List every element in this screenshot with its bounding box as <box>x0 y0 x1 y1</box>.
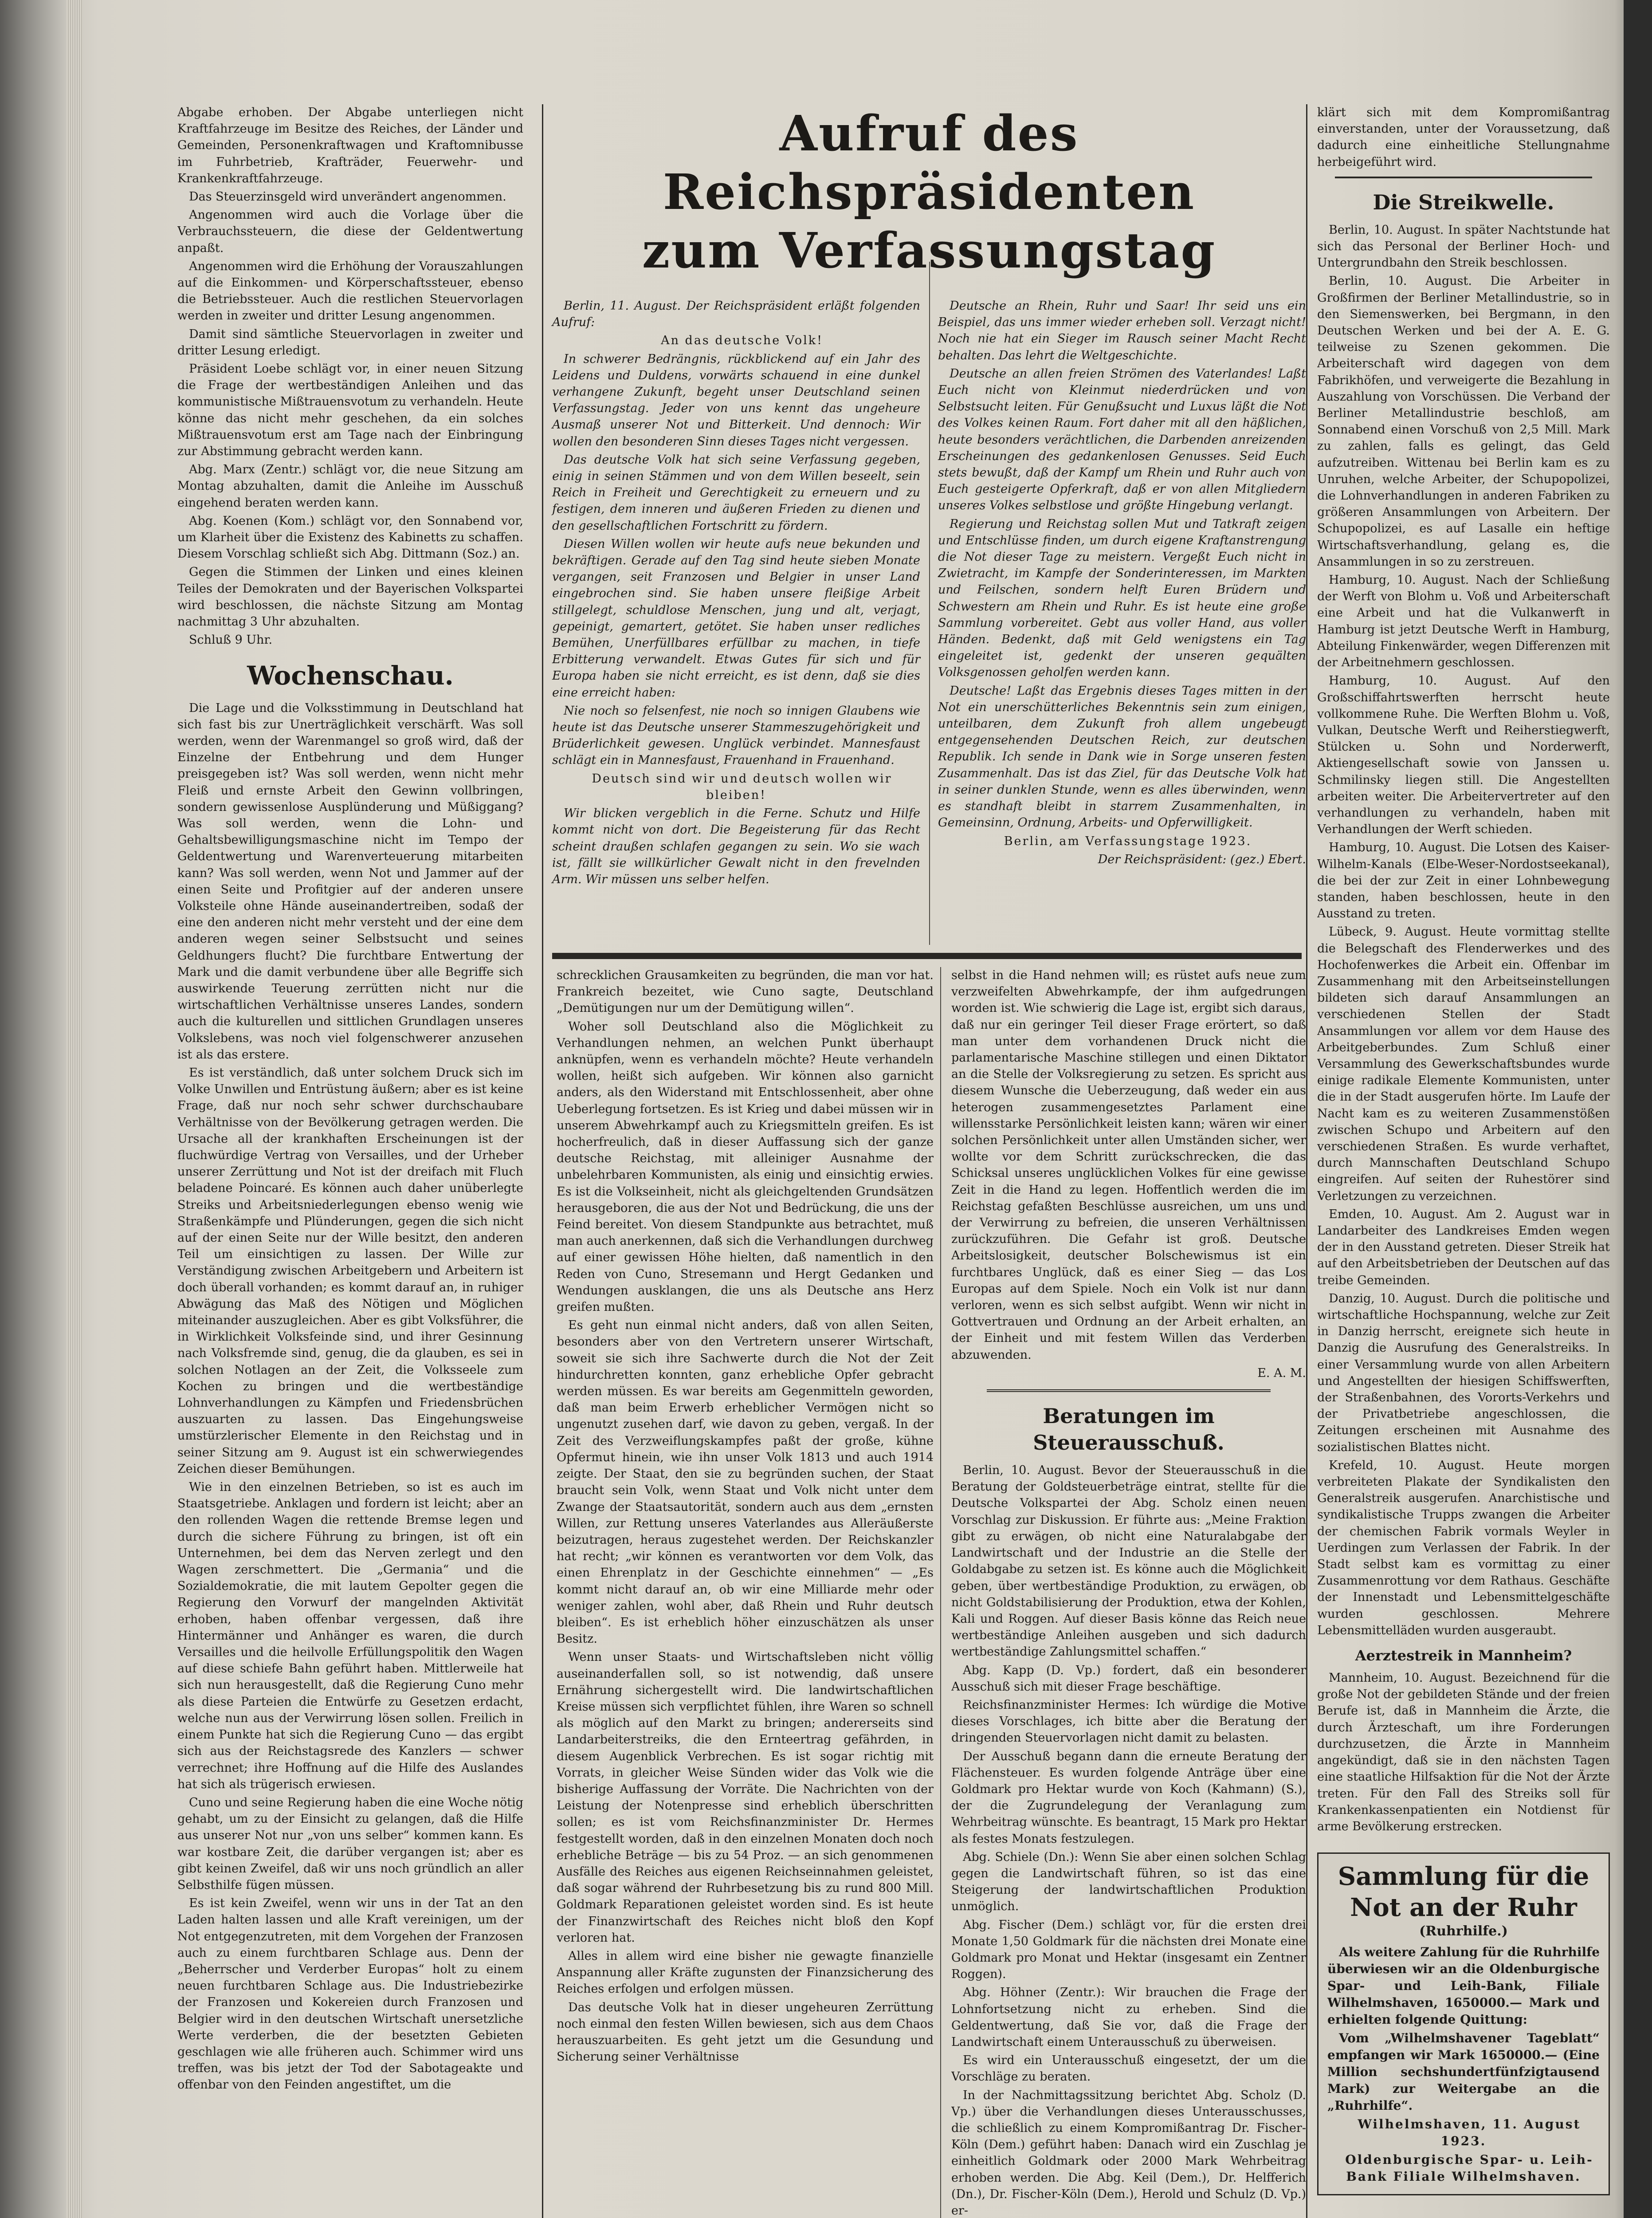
salutation: An das deutsche Volk! <box>661 334 823 348</box>
ruhrhilfe-text: Als weitere Zahlung für die Ruhrhilfe überwiesen wir an die Oldenburgische Spar- und Leih-Bank, Filiale Wilhelmshaven, 1650000.— Mark und erhielten folgende Quittung: <box>1327 1945 1600 2027</box>
paragraph: Berlin, 10. August. Bevor der Steuerausschuß in die Beratung der Goldsteuerbeträge eintrat, stellte für die Deutsche Volkspartei der Abg. Scholz einen neuen Vorschlag zur Diskussion. Er führte aus: „Meine Fraktion gibt zu erwägen, ob nicht eine Naturalabgabe der Landwirtschaft und der Industrie an die Stelle der Goldabgabe zu setzen ist. Es könne auch die Möglichkeit geben, über wertbeständige Produktion, zu erwägen, ob nicht Goldstabilisierung der Produktion, etwa der Kohlen, Kali und Roggen. Auf dieser Basis könne das Reich neue wertbeständige Anleihen ausgeben und sich dadurch wertbeständige Zahlungsmittel schaffen.“ <box>951 1463 1306 1659</box>
paragraph: Abg. Höhner (Zentr.): Wir brauchen die Frage der Lohnfortsetzung nicht zu erheben. Sind die Geldentwertung, daß Sie vor, daß die Frage der Landwirtschaft einem Unterausschuß zu überweisen. <box>951 1986 1306 2049</box>
motto: Deutsch sind wir und deutsch wollen wir bleiben! <box>592 771 892 802</box>
paragraph: Es wird ein Unterausschuß eingesetzt, der um die Vorschläge zu beraten. <box>951 2053 1306 2084</box>
paragraph: Berlin, 10. August. In später Nachtstunde hat sich das Personal der Berliner Hoch- und Untergrundbahn den Streik beschlossen. <box>1317 223 1610 270</box>
paragraph: Hamburg, 10. August. Die Lotsen des Kaiser-Wilhelm-Kanals (Elbe-Weser-Nordostseekanal), die bei der zur Zeit in einer Lohnbewegung standen, haben beschlossen, heute in den Ausstand zu treten. <box>1317 841 1610 921</box>
aufruf-columns <box>552 298 1306 889</box>
paragraph: selbst in die Hand nehmen will; es rüstet aufs neue zum verzweifelten Abwehrkampfe, der ihm aufgedrungen worden ist. Wie schwierig die Lage ist, ergibt sich daraus, daß nur ein geringer Teil dieser Frage erörtert, so daß man unter dem vorhandenen Druck nicht die parlamentarische Maschine stillegen und einen Diktator an die Stelle der Volksregierung zu setzen. Es spricht aus diesem Wunsche die Ueberzeugung, daß weder ein aus heterogen zusammengesetztes Parlament eine willensstarke Persönlichkeit leisten kann; wären wir einer solchen Persönlichkeit unter allen Umständen sicher, wer wollte vor dem Schritt zurückschrecken, die das Schicksal unseres unglücklichen Volkes für eine gewisse Zeit in die Hand zu legen. Hoffentlich werden die im Reichstag gefaßten Beschlüsse ausreichen, um uns und der Verwirrung zu befreien, die unseren Verhältnissen zurückzuführen. Die Gefahr ist groß. Deutsche Arbeitslosigkeit, deutscher Bolschewismus ist ein furchtbares Unglück, daß es einer Sieg — das Los Europas auf dem Spiele. Noch ein Volk ist nur dann verloren, wenn es sich selbst aufgibt. Wenn wir nicht in Gottvertrauen und Ordnung an der Arbeit erhalten, an der Einheit und mit festem Willen das Verderben abzuwenden. <box>951 968 1306 1362</box>
paragraph: Präsident Loebe schlägt vor, in einer neuen Sitzung die Frage der wertbeständigen Anleihen und das kommunistische Mißtrauensvotum zu verhandeln. Heute könne das nicht mehr geschehen, da ein solches Mißtrauensvotum erst am Tage nach der Einbringung zur Abstimmung gebracht werden kann. <box>177 362 523 459</box>
paragraph: Wie in den einzelnen Betrieben, so ist es auch im Staatsgetriebe. Anklagen und fordern ist leicht; aber an den rollenden Wagen die rettende Bremse legen und durch die sichere Führung zu bringen, ist oft ein Unternehmen, bei dem das Nerven zerlegt und den Wagen zerschmettert. Die „Germania“ und die Sozialdemokratie, die mit lautem Gepolter gegen die Regierung den Vorwurf der mangelnden Aktivität erhoben, haben offenbar vergessen, daß ihre Hintermänner und Anhänger es waren, die durch Versailles und die heilvolle Erfüllungspolitik den Wagen auf diese schiefe Bahn geführt haben. Mittlerweile hat sich nun herausgestellt, daß die Regierung Cuno mehr als diese Parteien die Entwürfe zu Gesetzen erdacht, welche nun aus der Verwirrung lösen sollen. Freilich in einem Punkte hat sich die Regierung Cuno — das ergibt sich aus der Reichstagsrede des Kanzlers — schwer verrechnet; ihre Hoffnung auf die Hilfe des Auslandes hat sich als trügerisch erwiesen. <box>177 1480 523 1791</box>
paragraph: Es ist kein Zweifel, wenn wir uns in der Tat an den Laden halten lassen und alle Kraft vereinigen, um der Not entgegenzutreten, mit dem Vorgehen der Franzosen auch zu einem furchtbaren Schlage aus. Denn der „Beherrscher und Verderber Europas“ holt zu einem neuen furchtbaren Schlage aus. Die Industriebezirke der Franzosen und Kokereien durch Franzosen und Belgier wird in den deutschen Wirtschaft unersetzliche Werte verderben, die der besetzten Gebieten geschlagen wie alle früheren auch. Schimmer wird uns treffen, was bis jetzt der Tod der Sabotageakte und offenbar von den Feinden angestiftet, um die <box>177 1896 523 2092</box>
paragraph: Reichsfinanzminister Hermes: Ich würdige die Motive dieses Vorschlages, ich bitte aber die Beratung der dringenden Steuervorlagen nicht damit zu belasten. <box>951 1698 1306 1745</box>
aufruf-article <box>552 104 1306 947</box>
paragraph: Das deutsche Volk hat sich seine Verfassung gegeben, einig in seinen Stämmen und von dem Willen beseelt, sein Reich in Freiheit und Gerechtigkeit zu erneuern und zu festigen, dem inneren und äußeren Frieden zu dienen und den gesellschaftlichen Fortschritt zu fördern. <box>552 452 920 533</box>
paragraph: Wenn unser Staats- und Wirtschaftsleben nicht völlig auseinanderfallen soll, so ist notwendig, daß unsere Ernährung sichergestellt wird. Die landwirtschaftlichen Kreise müssen sich verpflichtet fühlen, ihre Waren so schnell als möglich auf den Markt zu bringen; andererseits sind Landarbeiterstreiks, die den Ernteertrag gefährden, in diesem Augenblick Verbrechen. Es ist sogar richtig mit Vorrats, in gleicher Weise Sünden wider das Volk wie die bisherige Auffassung der Vorräte. Die Nachrichten von der Leistung der Notenpresse sind erheblich überschritten sollen; es ist vom Reichsfinanzminister Dr. Hermes festgestellt worden, daß in den einzelnen Monaten doch noch erhebliche Beträge — bis zu 54 Proz. — an sich genommenen Ausfälle des Reiches aus eigenen Reichseinnahmen geleistet, daß sogar während der Ruhrbesetzung bis zu rund 800 Mill. Goldmark Reparationen geleistet worden sind. Es ist heute der Finanzwirtschaft des Reiches nicht bloß den Kopf verloren hat. <box>557 1650 934 1945</box>
column-divider <box>1306 104 1307 2218</box>
mannheim-heading: Aerztestreik in Mannheim? <box>1355 1647 1572 1664</box>
aufruf-signature: Der Reichspräsident: (gez.) Ebert. <box>1098 852 1306 866</box>
ruhrhilfe-subtitle: (Ruhrhilfe.) <box>1419 1923 1508 1939</box>
paragraph: Cuno und seine Regierung haben die eine Woche nötig gehabt, um zu der Einsicht zu gelangen, daß die Hilfe aus unserer Not nur „von uns selber“ kommen kann. Es war kostbare Zeit, die darüber vergangen ist; aber es gibt keinen Zweifel, daß wir uns noch gründlich an aller Selbsthilfe fügen müssen. <box>177 1795 523 1892</box>
ruhrhilfe-place: Wilhelmshaven, 11. August 1923. <box>1358 2117 1581 2149</box>
paragraph: Abg. Marx (Zentr.) schlägt vor, die neue Sitzung am Montag abzuhalten, damit die Anleihe im Ausschuß eingehend beraten werden kann. <box>177 463 523 510</box>
steuerausschuss-heading: Beratungen im Steuerausschuß. <box>1033 1404 1224 1455</box>
paragraph: Regierung und Reichstag sollen Mut und Tatkraft zeigen und Entschlüsse finden, um durch eigene Kraftanstrengung die Not dieser Tage zu meistern. Vergeßt Euch nicht in Zwietracht, im Kampfe der Sonderinteressen, im Markten und Feilschen, sondern helft Euren Brüdern und Schwestern am Rhein und Ruhr. Es ist heute eine große Sammlung vorbereitet. Gebt aus voller Hand, aus voller Händen. Bedenkt, daß mit Geld wenigstens ein Tag eingeleitet ist, gedenkt der unseren gequälten Volksgenossen geholfen werden kann. <box>938 517 1306 680</box>
paragraph: Hamburg, 10. August. Nach der Schließung der Werft von Blohm u. Voß und Arbeiterschaft eine Arbeit und hat die Vulkanwerft in Hamburg ist jetzt Deutsche Werft in Hamburg, Abteilung Finkenwärder, wegen Differenzen mit der Arbeitnehmern geschlossen. <box>1317 573 1610 670</box>
col1-paragraphs <box>177 104 523 649</box>
paragraph: Woher soll Deutschland also die Möglichkeit zu Verhandlungen nehmen, an welchen Punkt überhaupt anknüpfen, wenn es verhandeln möchte? Heute verhandeln wollen, heißt sich aufgeben. Wir können also garnicht anders, als den Widerstand mit Entschlossenheit, aber ohne Ueberlegung fortsetzen. Es ist Krieg und dabei müssen wir in unserem Abwehrkampf auch zu Kriegsmitteln greifen. Es ist hocherfreulich, daß in dieser Auffassung sich der ganze deutsche Reichstag, mit alleiniger Ausnahme der unbelehrbaren Kommunisten, als einig und einsichtig erwies. Es ist die Volkseinheit, nicht als gleichgeltenden Grundsätzen herausgeboren, die aus der Not und Bedrückung, die uns der Feind bereitet. Von diesem Standpunkte aus betrachtet, muß man auch anerkennen, daß sich die Verhandlungen durchweg auf einer gewissen Höhe hielten, daß namentlich in den Reden von Cuno, Stresemann und Hergt Gedanken und Wendungen ausklangen, die uns als Deutsche ans Herz greifen mußten. <box>557 1019 934 1314</box>
paragraph: Es ist verständlich, daß unter solchem Druck sich im Volke Unwillen und Entrüstung äußern; aber es ist keine Frage, daß nur noch sehr schwer durchschaubare Verhältnisse von der Bevölkerung getragen werden. Die Ursache all der krankhaften Erscheinungen ist der fluchwürdige Vertrag von Versailles, und der Urheber unserer Zerrüttung und Not ist der dreifach mit Fluch beladene Poincaré. Es können auch daher unüberlegte Streiks und Arbeitsniederlegungen ebenso wenig wie Straßenkämpfe und Plünderungen, gegen die sich nicht auf der einen Seite nur der Wille besitzt, den anderen Teil um einsichtigen zu lassen. Der Wille zur Verständigung zwischen Arbeitgebern und Arbeitern ist doch überall vorhanden; es kommt darauf an, in ruhiger Abwägung das Maß des Nötigen und Möglichen miteinander auszugleichen. Aber es gibt Volksführer, die in Wirklichkeit Volksfeinde sind, und ihrer Gesinnung nach Volksfremde sind, genug, die da glauben, es sei in solchen Notlagen an der Zeit, die Volksseele zum Kochen zu bringen und die wertbeständige Lohnverhandlungen zu Kämpfen und Friedensbrüchen auszuarten zu lassen. Das Eingehungsweise umstürzlerischer Elemente in den Reichstag und in seiner Sitzung am 9. August ist ein schwerwiegendes Zeichen dieser Bemühungen. <box>177 1066 523 1476</box>
ruhrhilfe-box <box>1317 1852 1610 2195</box>
column-divider <box>542 104 543 2218</box>
ruhrhilfe-bank: Oldenburgische Spar- u. Leih-Bank Filiale Wilhelmshaven. <box>1345 2152 1593 2184</box>
paragraph: Abg. Schiele (Dn.): Wenn Sie aber einen solchen Schlag gegen die Landwirtschaft führen, so ist das eine Steigerung der landwirtschaftlichen Produktion unmöglich. <box>951 1850 1306 1914</box>
paragraph: Damit sind sämtliche Steuervorlagen in zweiter und dritter Lesung erledigt. <box>177 327 523 358</box>
paragraph: Berlin, 11. August. Der Reichspräsident erläßt folgenden Aufruf: <box>552 299 920 330</box>
paragraph: Abg. Fischer (Dem.) schlägt vor, für die ersten drei Monate 1,50 Goldmark für die nächsten drei Monate eine Goldmark pro Monat und Hektar (insgesamt ein Zentner Roggen). <box>951 1918 1306 1982</box>
column-3 <box>951 967 1306 2218</box>
column-4 <box>1317 104 1610 2218</box>
paragraph: Der Ausschuß begann dann die erneute Beratung der Flächensteuer. Es wurden folgende Anträge über eine Goldmark pro Hektar wurde von Koch (Kahmann) (S.), der die Zugrundelegung der Veranlagung zum Wehrbeitrag wünschte. Es beantragt, 15 Mark pro Hektar als festes Monats festzulegen. <box>951 1749 1306 1846</box>
ruhrhilfe-quittung: Vom „Wilhelmshavener Tageblatt“ empfangen wir Mark 1650000.— (Eine Million sechshundertfünfzigtausend Mark) zur Weitergabe an die „Ruhrhilfe“. <box>1327 2031 1600 2113</box>
paragraph: Gegen die Stimmen der Linken und eines kleinen Teiles der Demokraten und der Bayerischen Volkspartei wird beschlossen, die nächste Sitzung am Montag nachmittag 3 Uhr abzuhalten. <box>177 565 523 629</box>
paragraph: Diesen Willen wollen wir heute aufs neue bekunden und bekräftigen. Gerade auf den Tag sind heute sieben Monate vergangen, seit Franzosen und Belgier in unser Land eingebrochen sind. Sie haben unsere fleißige Arbeit stillgelegt, schuldlose Menschen, jung und alt, verjagt, gepeinigt, gemartert, getötet. Sie haben unser redliches Bemühen, Unerfüllbares erfüllbar zu machen, in tiefe Erbitterung verwandelt. Etwas Gutes für sich und für Europa haben sie nicht erreicht, es ist denn, daß sie dies eine erreicht haben: <box>552 537 920 700</box>
column-2 <box>557 967 934 2218</box>
paragraph: schrecklichen Grausamkeiten zu begründen, die man vor hat. Frankreich bezeitet, wie Cuno sagte, Deutschland „Demütigungen nur um der Demütigung willen“. <box>557 968 934 1015</box>
ruhrhilfe-title: Sammlung für die Not an der Ruhr <box>1338 1862 1589 1923</box>
aufruf-headline-line1: Aufruf des Reichspräsidenten <box>663 105 1196 220</box>
aufruf-right-column <box>938 298 1306 889</box>
paragraph: Angenommen wird die Erhöhung der Vorauszahlungen auf die Einkommen- und Körperschaftssteuer, ebenso die Betriebssteuer. Auch die restlichen Steuervorlagen werden in zweiter und dritter Lesung angenommen. <box>177 259 523 323</box>
paragraph: Wir blicken vergeblich in die Ferne. Schutz und Hilfe kommt nicht von dort. Die Begeisterung für das Recht scheint draußen schlafen gegangen zu sein. Wo sie wach ist, fällt sie willkürlicher Gewalt nicht in den frevelnden Arm. Wir müssen uns selber helfen. <box>552 806 920 886</box>
divider <box>987 1389 1271 1392</box>
divider <box>1335 177 1592 178</box>
column-divider <box>940 967 941 2218</box>
wochenschau-heading: Wochenschau. <box>247 660 454 691</box>
paragraph: In schwerer Bedrängnis, rückblickend auf ein Jahr des Leidens und Duldens, vorwärts schauend in eine dunkel verhangene Zukunft, begeht unser Deutschland seinen Verfassungstag. Jeder von uns kennt das ungeheure Ausmaß unserer Not und Bitterkeit. Und dennoch: Wir wollen den besonderen Sinn dieses Tages nicht vergessen. <box>552 352 920 448</box>
author-initials: E. A. M. <box>1257 1366 1306 1380</box>
paragraph: Danzig, 10. August. Durch die politische und wirtschaftliche Hochspannung, welche zur Zeit in Danzig herrscht, ereignete sich heute in Danzig die Ausrufung des Generalstreiks. In einer Versammlung wurde von allen Arbeitern und Angestellten der hiesigen Schiffswerften, der Straßenbahnen, des Vororts-Verkehrs und der Privatbetriebe angeschlossen, die Zeitungen erscheinen mit Ausnahme des sozialistischen Blattes nicht. <box>1317 1291 1610 1454</box>
paragraph: Das deutsche Volk hat in dieser ungeheuren Zerrüttung noch einmal den festen Willen bewiesen, sich aus dem Chaos herauszuarbeiten. Es geht jetzt um die Gesundung und Sicherung seiner Verhältnisse <box>557 2000 934 2064</box>
paragraph: klärt sich mit dem Kompromißantrag einverstanden, unter der Voraussetzung, daß dadurch eine einheitliche Stellungnahme herbeigeführt wird. <box>1317 106 1610 169</box>
column-1 <box>177 104 523 2218</box>
paragraph: Das Steuerzinsgeld wird unverändert angenommen. <box>189 190 506 204</box>
aufruf-headline-line2: zum Verfassungstag <box>642 222 1216 279</box>
paragraph: Deutsche an allen freien Strömen des Vaterlandes! Laßt Euch nicht von Kleinmut niederdrücken und von Selbstsucht leiten. Für Genußsucht und Luxus läßt die Not des Volkes keinen Raum. Fort daher mit all den häßlichen, heute besonders verächtlichen, die Darbenden anreizenden Erscheinungen des gedankenlosen Genusses. Seid Euch stets bewußt, daß der Kampf um Rhein und Ruhr auch von Euch gesteigerte Opferkraft, daß er von allen Mitgliedern unseres Volkes selbstlose und größte Hingebung verlangt. <box>938 366 1306 513</box>
paragraph: Deutsche an Rhein, Ruhr und Saar! Ihr seid uns ein Beispiel, das uns immer wieder erheben soll. Verzagt nicht! Noch nie hat ein Sieger im Rausch seiner Macht Recht behalten. Das lehrt die Weltgeschichte. <box>938 299 1306 362</box>
section-rule <box>552 953 1302 959</box>
paragraph: Berlin, 10. August. Die Arbeiter in Großfirmen der Berliner Metallindustrie, so in den Siemenswerken, bei Bergmann, in den Deutschen Werken und bei der A. E. G. teilweise zu Szenen gekommen. Die Arbeiterschaft wird dagegen von dem Fabrikhöfen, und verweigerte die Bezahlung in Auszahlung von Vorschüssen. Die Verband der Berliner Metallindustrie beschloß, am Sonnabend einen Vorschuß von 2,5 Mill. Mark zu zahlen, falls es gelingt, das Geld aufzutreiben. Wittenau bei Berlin kam es zu Unruhen, welche Arbeiter, der Schupopolizei, die Lohnverhandlungen in anderen Fabriken zu größeren Ansammlungen von Arbeitern. Der Schupopolizei, es auf Lasalle ein heftige Wirtschaftsverhandlung, gelang es, die Ansammlungen in so zu zerstreuen. <box>1317 274 1610 569</box>
paragraph: Hamburg, 10. August. Auf den Großschiffahrtswerften herrscht heute vollkommene Ruhe. Die Werften Blohm u. Voß, Vulkan, Deutsche Werft und Reiherstiegwerft, Stülcken u. Sohn und Norderwerft, Aktiengesellschaft sowie von Janssen u. Schmilinsky liegen still. Die Angestellten arbeiten weiter. Die Arbeitervertreter auf den verhandlungen zu verhandeln, haben mit Verhandlungen der Werft schieden. <box>1317 674 1610 837</box>
scan-border <box>1624 0 1652 2218</box>
paragraph: Deutsche! Laßt das Ergebnis dieses Tages mitten in der Not ein unerschütterliches Bekenntnis sein zum einigen, unteilbaren, dem Zukunft froh allem ungebeugt entgegensehenden Deutschen Reich, zur deutschen Republik. Ich sende in Dank wie in Sorge unseren festen Zusammenhalt. Das ist das Ziel, für das Deutsche Volk hat in seiner dunklen Stunde, wenn es alles überwinden, wenn es standhaft bleibt in starrem Zusammenhalten, in Gemeinsinn, Ordnung, Arbeits- und Opferwilligkeit. <box>938 684 1306 830</box>
paragraph: Die Lage und die Volksstimmung in Deutschland hat sich fast bis zur Unerträglichkeit verschärft. Was soll werden, wenn der Warenmangel so groß wird, daß der Einzelne der Entbehrung und dem Hunger preisgegeben ist? Was soll werden, wenn nicht mehr Fleiß und ernste Arbeit den Gewinn vollbringen, sondern gewissenlose Ausplünderung und Müßiggang? Was soll werden, wenn die Lohn- und Gehaltsbewilligungsmaschine nicht im Tempo der Geldentwertung und Warenverteuerung mitarbeiten kann? Was soll werden, wenn Not und Jammer auf der einen Seite und Profitgier auf der anderen unsere Volksteile ohne Hände auseinandertreiben, sodaß der eine den anderen nicht mehr versteht und der eine dem anderen wegen seiner Selbstsucht und seines Geldhungers flucht? Die furchtbare Entwertung der Mark und die damit verbundene über alle Begriffe sich auswirkende Teuerung zerrütten nicht nur die wirtschaftlichen Verhältnisse unseres Landes, sondern auch die kulturellen und sittlichen Grundlagen unseres Volkslebens, was noch viel folgenschwerer anzusehen ist als das erstere. <box>177 701 523 1062</box>
paragraph: Krefeld, 10. August. Heute morgen verbreiteten Plakate der Syndikalisten den Generalstreik ausgerufen. Anarchistische und syndikalistische Trupps zwangen die Arbeiter der chemischen Fabrik vormals Weyler in Uerdingen zum Verlassen der Fabrik. In der Stadt selbst kam es vormittag zu einer Zusammenrottung vor dem Rathaus. Geschäfte der Innenstadt und Lebensmittelgeschäfte wurden geschlossen. Mehrere Lebensmittelläden wurden ausgeraubt. <box>1317 1458 1610 1637</box>
paragraph: Emden, 10. August. Am 2. August war in Landarbeiter des Landkreises Emden wegen der in den Ausstand getreten. Dieser Streik hat auf den Arbeitsbetrieben der Deutschen auf das treibe Gemeinden. <box>1317 1207 1610 1287</box>
paragraph: In der Nachmittagssitzung berichtet Abg. Scholz (D. Vp.) über die Verhandlungen dieses Unterausschusses, die schließlich zu einem Kompromißantrag Dr. Fischer-Köln (Dem.) geführt haben: Danach wird ein Zuschlag je einheitlich Goldmark oder 2000 Mark Wehrbeitrag erhoben werden. Die Abg. Keil (Dem.), Dr. Helfferich (Dn.), Dr. Fischer-Köln (Dem.), Herold und Schulz (D. Vp.) er- <box>951 2088 1306 2218</box>
paragraph: Nie noch so felsenfest, nie noch so innigen Glaubens wie heute ist das Deutsche unserer Stammeszugehörigkeit und Brüderlichkeit gewesen. Unglück verbindet. Mannesfaust schlägt ein in Mannesfaust, Frauenhand in Frauenhand. <box>552 704 920 767</box>
paragraph: Es geht nun einmal nicht anders, daß von allen Seiten, besonders aber von den Vertretern unserer Wirtschaft, soweit sie sich ihre Sachwerte durch die Not der Zeit hindurchretten konnten, ganz erhebliche Opfer gebracht werden müssen. Es war bereits am Gegenmitteln geworden, daß man beim Erwerb erheblicher Vermögen nicht so ungenutzt zusehen darf, wie davon zu geben, vergaß. In der Zeit des Verzweiflungskampfes paßt der große, kühne Opfermut hinein, wie ihn unser Volk 1813 und auch 1914 zeigte. Der Staat, den sie zu begründen suchen, der Staat braucht sein Volk, wenn Staat und Volk nicht unter dem Zwange der Staatsautorität, sondern auch aus dem „ernsten Willen, zur Rettung unseres Vaterlandes aus Alleräußerste beizutragen, heraus zugestehet werden. Der Reichskanzler hat recht; „wir können es verantworten vor dem Volk, das einen Ehrenplatz in der Geschichte einnehmen“ — „Es kommt nicht darauf an, ob wir eine Milliarde mehr oder weniger zahlen, wohl aber, daß Rhein und Ruhr deutsch bleiben“. Es ist erheblich höher einzuschätzen als unser Besitz. <box>557 1318 934 1646</box>
aufruf-dateline: Berlin, am Verfassungstage 1923. <box>1004 834 1252 848</box>
paragraph: Abg. Kapp (D. Vp.) fordert, daß ein besonderer Ausschuß sich mit dieser Frage beschäftige. <box>951 1663 1306 1694</box>
streikwelle-heading: Die Streikwelle. <box>1373 190 1554 214</box>
page-binding-edge <box>67 0 82 2218</box>
paragraph: Abg. Koenen (Kom.) schlägt vor, den Sonnabend vor, um Klarheit über die Existenz des Kabinetts zu schaffen. Diesem Vorschlag schließt sich Abg. Dittmann (Soz.) an. <box>177 514 523 561</box>
paragraph: Angenommen wird auch die Vorlage über die Verbrauchssteuern, die diese der Geldentwertung anpaßt. <box>177 208 523 255</box>
paragraph: Schluß 9 Uhr. <box>189 633 273 647</box>
aufruf-left-column <box>552 298 920 889</box>
paragraph: Alles in allem wird eine bisher nie gewagte finanzielle Anspannung aller Kräfte zugunsten der Finanzsicherung des Reiches erfolgen und erfolgen müssen. <box>557 1949 934 1996</box>
paragraph: Lübeck, 9. August. Heute vormittag stellte die Belegschaft des Flenderwerkes und des Hochofenwerkes die Arbeit ein. Offenbar im Zusammenhang mit den Arbeitseinstellungen bildeten sich darauf Ansammlungen an verschiedenen Stellen der Stadt Ansammlungen vor allem vor dem Hause des Arbeitgeberbundes. Zum Schluß einer Versammlung des Gewerkschaftsbundes wurde einige radikale Elemente Kommunisten, unter die in der Stadt ausgerufen hörte. Im Laufe der Nacht kam es zu weiteren Zusammenstößen zwischen Schupo und Arbeitern auf den verschiedenen Straßen. Es wurde verhaftet, durch Mannschaften Deutschland Schupo eingreifen. Auf seiten der Ruhestörer sind Verletzungen zu verzeichnen. <box>1317 925 1610 1203</box>
paragraph: Abgabe erhoben. Der Abgabe unterliegen nicht Kraftfahrzeuge im Besitze des Reiches, der Länder und Gemeinden, Personenkraftwagen und Kraftomnibusse im Fuhrbetrieb, Krafträder, Feuerwehr- und Krankenkraftfahrzeuge. <box>177 106 523 185</box>
paragraph: Mannheim, 10. August. Bezeichnend für die große Not der gebildeten Stände und der freien Berufe ist, daß in Mannheim die Ärzte, die durch Ärzteschaft, um ihre Forderungen durchzusetzen, die Ärzte in Mannheim angekündigt, daß sie in den nächsten Tagen eine staatliche Hilfsaktion für die Not der Ärzte treten. Für den Fall des Streiks soll für Krankenkassenpatienten ein Notdienst für arme Bevölkerung erstrecken. <box>1317 1671 1610 1833</box>
